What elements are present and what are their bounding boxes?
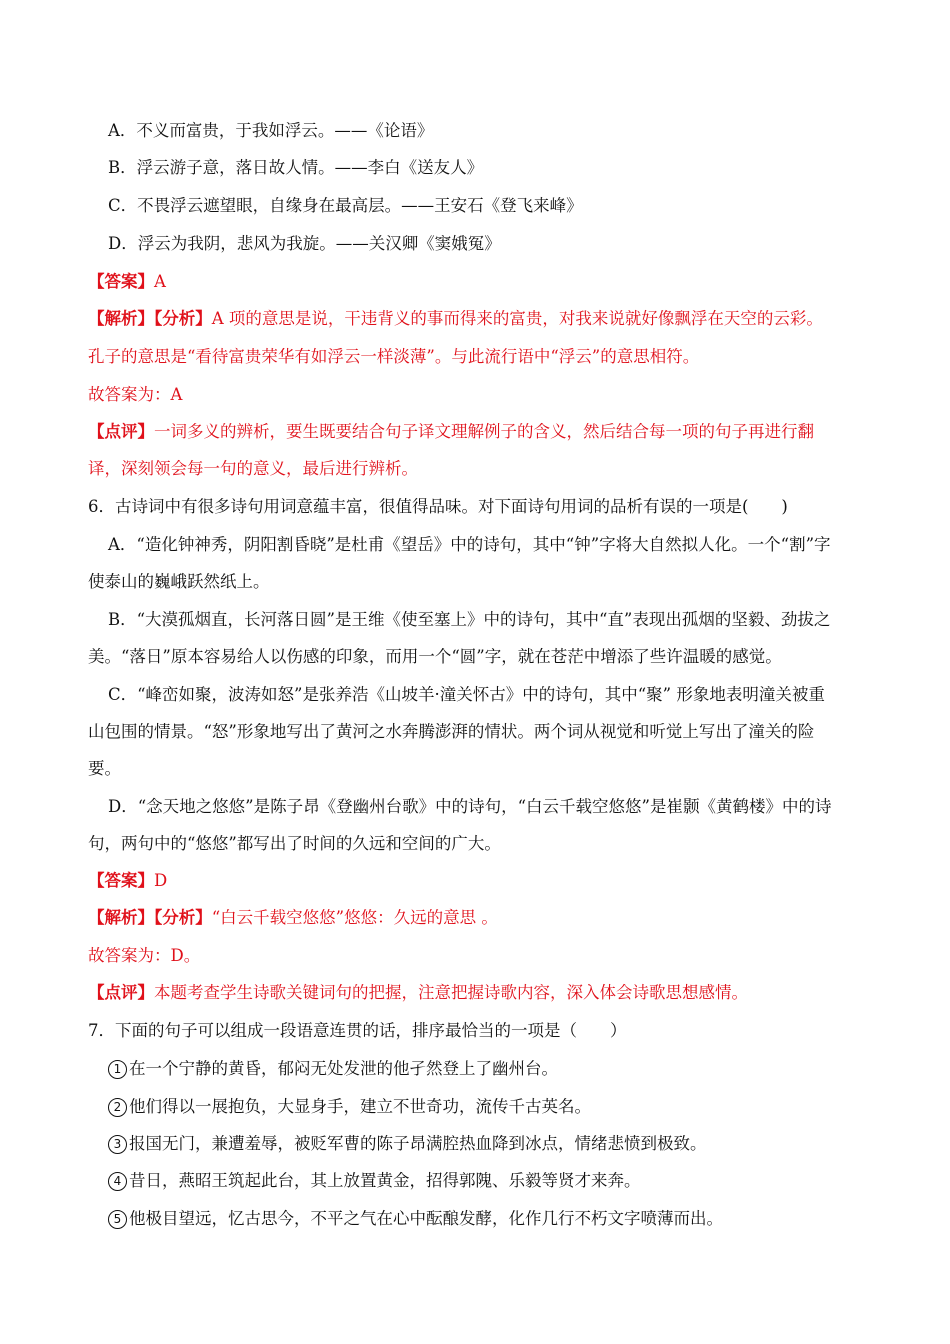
circled-number: 3 <box>108 1135 127 1154</box>
circled-number: 5 <box>108 1210 127 1229</box>
q6-analysis-tag: 【解析】【分析】 <box>88 908 212 927</box>
q6-stem <box>88 495 878 519</box>
q7-s5-text: 他极目望远，忆古思今，不平之气在心中酝酿发酵，化作几行不朽文字喷薄而出。 <box>129 1209 723 1228</box>
q6-c-1-text: C．“峰峦如聚，波涛如怒”是张养浩《山坡羊·潼关怀古》中的诗句，其中“聚” 形象地表明潼关被重 <box>108 685 825 704</box>
q5-conclusion <box>88 383 878 407</box>
q6-b-2 <box>88 645 878 669</box>
q6-answer <box>88 869 878 893</box>
q7-s4-text: 昔日，燕昭王筑起此台，其上放置黄金，招得郭隗、乐毅等贤才来奔。 <box>129 1171 641 1190</box>
q7-s4 <box>108 1169 878 1193</box>
q5-answer-text: A <box>154 272 166 291</box>
q5-comment-1 <box>88 420 878 444</box>
q6-d-2-text: 句，两句中的“悠悠”都写出了时间的久远和空间的广大。 <box>88 834 501 853</box>
q7-s5 <box>108 1207 878 1231</box>
q5-c <box>108 194 878 218</box>
q6-analysis-text: “白云千载空悠悠”悠悠：久远的意思 。 <box>211 908 498 927</box>
q6-a-1 <box>108 533 878 557</box>
q6-c-3 <box>88 757 878 781</box>
q6-comment-tag: 【点评】 <box>88 983 154 1002</box>
q6-conclusion-text: 故答案为：D。 <box>88 946 201 965</box>
q6-b-2-text: 美。“落日”原本容易给人以伤感的印象，而用一个“圆”字，就在苍茫中增添了些许温暖的感觉。 <box>88 647 782 666</box>
q6-d-2 <box>88 832 878 856</box>
q7-stem-text: 7．下面的句子可以组成一段语意连贯的话，排序最恰当的一项是（ ） <box>88 1021 627 1040</box>
q7-s2-text: 他们得以一展抱负，大显身手，建立不世奇功，流传千古英名。 <box>129 1097 591 1116</box>
q6-c-2 <box>88 720 878 744</box>
q5-conclusion-text: 故答案为：A <box>88 385 183 404</box>
q6-a-2 <box>88 570 878 594</box>
q5-answer <box>88 270 878 294</box>
q5-c-text: C．不畏浮云遮望眼，自缘身在最高层。——王安石《登飞来峰》 <box>108 196 583 215</box>
q5-b <box>108 156 878 180</box>
q6-answer-tag: 【答案】 <box>88 871 154 890</box>
q5-a-text: A．不义而富贵，于我如浮云。——《论语》 <box>108 121 434 140</box>
q7-s1 <box>108 1057 878 1081</box>
q6-comment <box>88 981 878 1005</box>
q6-conclusion <box>88 944 878 968</box>
q6-b-1-text: B．“大漠孤烟直，长河落日圆”是王维《使至塞上》中的诗句，其中“直”表现出孤烟的坚毅、劲拔之 <box>108 610 831 629</box>
q6-c-2-text: 山包围的情景。“怒”形象地写出了黄河之水奔腾澎湃的情状。两个词从视觉和听觉上写出了潼关的险 <box>88 722 815 741</box>
q6-answer-text: D <box>154 871 168 890</box>
q6-d-1 <box>108 795 878 819</box>
q7-s2 <box>108 1095 878 1119</box>
q5-analysis-1-text: A 项的意思是说，干违背义的事而得来的富贵，对我来说就好像飘浮在天空的云彩。 <box>211 309 823 328</box>
q5-d <box>108 232 878 256</box>
q7-stem <box>88 1019 878 1043</box>
q6-c-1 <box>108 683 878 707</box>
q5-analysis-2-text: 孔子的意思是“看待富贵荣华有如浮云一样淡薄”。与此流行语中“浮云”的意思相符。 <box>88 347 700 366</box>
q5-comment-1-tag: 【点评】 <box>88 422 154 441</box>
q5-comment-1-text: 一词多义的辨析，要生既要结合句子译文理解例子的含义，然后结合每一项的句子再进行翻 <box>154 422 814 441</box>
q5-d-text: D．浮云为我阴，悲风为我旋。——关汉卿《窦娥冤》 <box>108 234 501 253</box>
q6-analysis <box>88 906 878 930</box>
q6-a-2-text: 使泰山的巍峨跃然纸上。 <box>88 572 270 591</box>
q5-analysis-2 <box>88 345 878 369</box>
q6-b-1 <box>108 608 878 632</box>
q6-c-3-text: 要。 <box>88 759 121 778</box>
circled-number: 1 <box>108 1060 127 1079</box>
q7-s3-text: 报国无门，兼遭羞辱，被贬军曹的陈子昂满腔热血降到冰点，情绪悲愤到极致。 <box>129 1134 707 1153</box>
circled-number: 4 <box>108 1172 127 1191</box>
q5-analysis-1 <box>88 307 878 331</box>
q5-b-text: B．浮云游子意，落日故人情。——李白《送友人》 <box>108 158 484 177</box>
q6-a-1-text: A．“造化钟神秀，阴阳割昏晓”是杜甫《望岳》中的诗句，其中“钟”字将大自然拟人化。一个“割”字 <box>108 535 831 554</box>
q7-s1-text: 在一个宁静的黄昏，郁闷无处发泄的他孑然登上了幽州台。 <box>129 1059 558 1078</box>
q6-stem-text: 6．古诗词中有很多诗句用词意蕴丰富，很值得品味。对下面诗句用词的品析有误的一项是( ) <box>88 497 788 516</box>
q7-s3 <box>108 1132 878 1156</box>
q6-d-1-text: D．“念天地之悠悠”是陈子昂《登幽州台歌》中的诗句，“白云千载空悠悠”是崔颢《黄鹤楼》中的诗 <box>108 797 832 816</box>
circled-number: 2 <box>108 1098 127 1117</box>
q5-comment-2 <box>88 457 878 481</box>
q5-a <box>108 119 878 143</box>
q5-comment-2-text: 译，深刻领会每一句的意义，最后进行辨析。 <box>88 459 418 478</box>
q5-answer-tag: 【答案】 <box>88 272 154 291</box>
q5-analysis-1-tag: 【解析】【分析】 <box>88 309 212 328</box>
q6-comment-text: 本题考查学生诗歌关键词句的把握，注意把握诗歌内容，深入体会诗歌思想感情。 <box>154 983 748 1002</box>
